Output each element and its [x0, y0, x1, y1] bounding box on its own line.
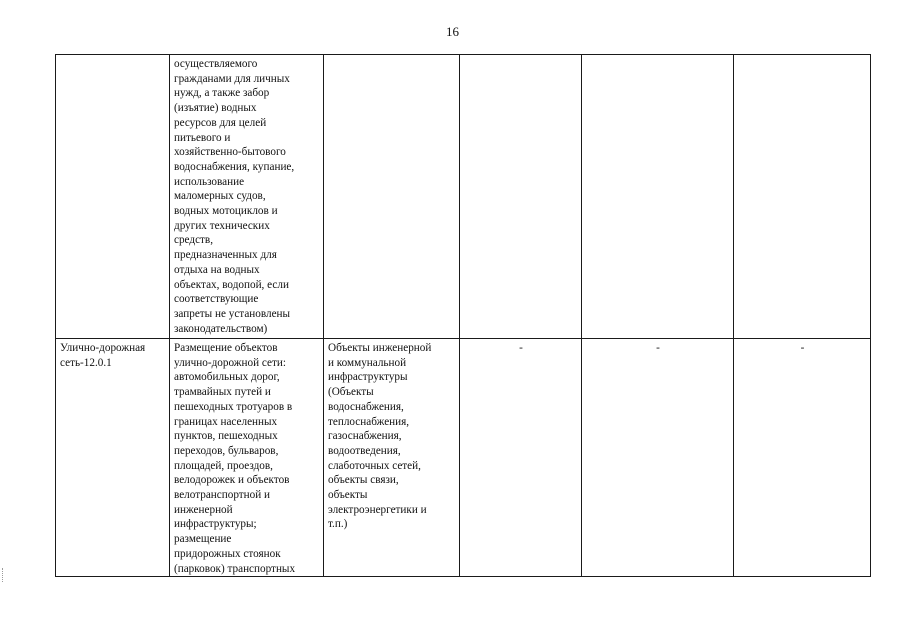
table-cell-param-1	[460, 339, 582, 577]
table-cell-param-1	[460, 55, 582, 339]
table-cell-auxiliary	[324, 339, 460, 577]
cell-text: осуществляемого гражданами для личных нужд, а также забор (изъятие) водных ресурсов для целей питьевого и хозяйственно-бытового водоснабжения, купание, использование маломерных судов, водных мотоциклов и других технических средств, предназначенных для отдыха на водных объектах, водопой, если соответствующие запреты не установлены законодательством)	[174, 58, 295, 335]
table-cell-param-3	[734, 55, 871, 339]
table-cell-param-3	[734, 339, 871, 577]
table-cell-auxiliary	[324, 55, 460, 339]
table-cell-param-2	[582, 55, 734, 339]
cell-text: -	[656, 342, 660, 354]
cell-text: Улично-дорожная сеть-12.0.1	[60, 342, 146, 369]
cell-text: -	[800, 342, 805, 354]
table-cell-description	[170, 339, 324, 577]
land-use-table	[55, 54, 871, 577]
table-cell-use-type	[56, 339, 170, 577]
scan-margin-mark	[2, 568, 5, 582]
table-row	[56, 339, 871, 577]
table-cell-param-2	[582, 339, 734, 577]
table-row	[56, 55, 871, 339]
cell-text: Объекты инженерной и коммунальной инфраструктуры (Объекты водоснабжения, теплоснабжения, газоснабжения, водоотведения, слаботочных сетей, объекты связи, объекты электроэнергетики и т.п.)	[328, 342, 432, 531]
table-cell-description	[170, 55, 324, 339]
table-cell-use-type	[56, 55, 170, 339]
cell-text: -	[519, 342, 523, 354]
page-number: 16	[446, 24, 459, 39]
cell-text: Размещение объектов улично-дорожной сети: автомобильных дорог, трамвайных путей и пешеходных тротуаров в границах населенных пунктов, пешеходных переходов, бульваров, площадей, проездов, велодорожек и объектов велотранспортной и инженерной инфраструктуры; размещение придорожных стоянок (парковок) транспортных	[174, 342, 296, 575]
